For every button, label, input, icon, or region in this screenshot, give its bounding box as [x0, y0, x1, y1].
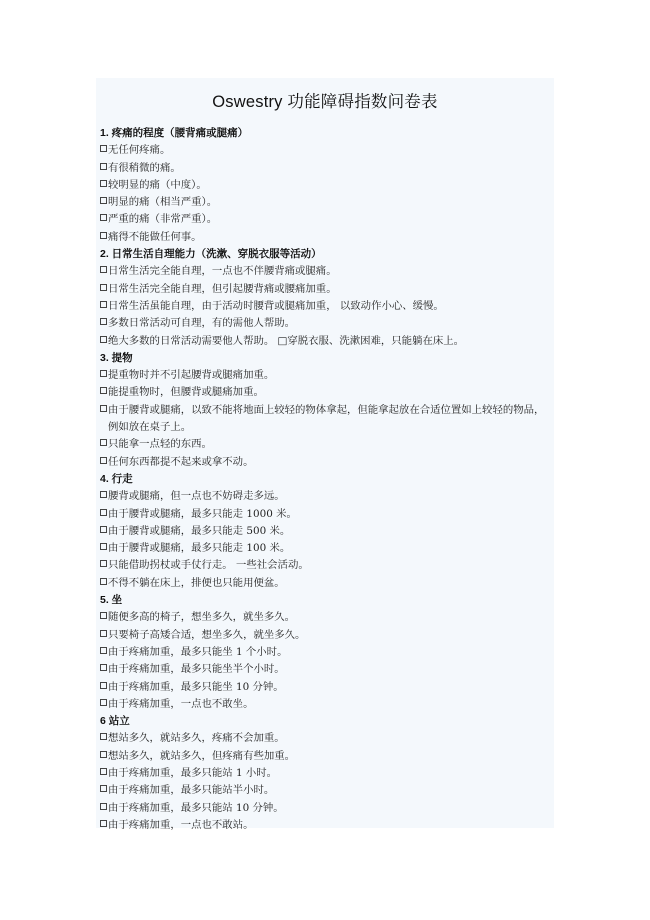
option-row[interactable]	[100, 730, 548, 747]
checkbox-icon[interactable]	[100, 281, 108, 298]
checkbox-icon[interactable]	[100, 211, 108, 228]
option-label: 多数日常活动可自理，有的需他人帮助。	[108, 317, 296, 330]
option-row[interactable]	[100, 436, 548, 453]
option-row[interactable]	[100, 229, 548, 246]
option-row[interactable]	[100, 782, 548, 799]
option-label: 由于腰背或腿痛，最多只能走 1000 米。	[108, 507, 297, 520]
option-label: 较明显的痛（中度）。	[108, 178, 207, 191]
option-label: 由于腰背或腿痛，最多只能走 100 米。	[108, 542, 291, 555]
option-label: 由于疼痛加重，一点也不敢坐。	[108, 697, 254, 710]
option-row[interactable]	[100, 575, 548, 592]
checkbox-icon[interactable]	[100, 229, 108, 246]
option-label: 只能拿一点轻的东西。	[108, 438, 212, 451]
option-label: 想站多久，就站多久，疼痛不会加重。	[108, 732, 285, 745]
option-row[interactable]	[100, 627, 548, 644]
checkbox-icon[interactable]	[100, 523, 108, 540]
section-heading: 6 站立	[100, 715, 130, 728]
checkbox-icon[interactable]	[100, 748, 108, 765]
option-label: 随便多高的椅子，想坐多久，就坐多久。	[108, 611, 296, 624]
option-label: 能提重物时，但腰背或腿痛加重。	[108, 386, 264, 399]
section-heading: 5. 坐	[100, 594, 123, 607]
option-row[interactable]	[100, 367, 548, 384]
page-title: Oswestry 功能障碍指数问卷表	[212, 93, 438, 111]
option-row[interactable]	[100, 765, 548, 782]
option-label: 由于疼痛加重，最多只能坐 1 个小时。	[108, 645, 288, 658]
option-row[interactable]	[100, 384, 548, 401]
option-row[interactable]	[100, 696, 548, 713]
option-label: 由于疼痛加重，最多只能站半小时。	[108, 784, 275, 797]
option-label: 腰背或腿痛，但一点也不妨碍走多远。	[108, 490, 285, 503]
option-row[interactable]	[100, 263, 548, 280]
checkbox-icon[interactable]	[100, 800, 108, 817]
option-row[interactable]	[100, 142, 548, 159]
checkbox-icon[interactable]	[100, 782, 108, 799]
option-row[interactable]	[100, 281, 548, 298]
option-row[interactable]	[100, 679, 548, 696]
option-label: 由于腰背或腿痛，最多只能走 500 米。	[108, 524, 291, 537]
questionnaire-page	[96, 78, 554, 831]
section-heading: 4. 行走	[100, 472, 133, 485]
option-label: 想站多久，就站多久，但疼痛有些加重。	[108, 749, 296, 762]
checkbox-icon[interactable]	[100, 436, 108, 453]
checkbox-icon[interactable]	[100, 557, 108, 574]
option-row[interactable]	[100, 800, 548, 817]
option-row[interactable]	[100, 817, 548, 834]
option-row[interactable]	[100, 661, 548, 678]
option-label: 严重的痛（非常严重）。	[108, 213, 218, 226]
option-row[interactable]	[100, 211, 548, 228]
section-heading: 2. 日常生活自理能力（洗漱、穿脱衣服等活动）	[100, 248, 322, 261]
checkbox-icon[interactable]	[100, 402, 108, 437]
option-label: 只能借助拐杖或手仗行走。 一些社会活动。	[108, 559, 309, 572]
checkbox-icon[interactable]	[100, 540, 108, 557]
checkbox-icon[interactable]	[100, 661, 108, 678]
option-label: 痛得不能做任何事。	[108, 230, 202, 243]
option-row[interactable]	[100, 402, 548, 437]
checkbox-icon[interactable]	[100, 384, 108, 401]
section-heading: 1. 疼痛的程度（腰背痛或腿痛）	[100, 127, 249, 139]
checkbox-icon[interactable]	[100, 315, 108, 332]
option-label: 只要椅子高矮合适，想坐多久，就坐多久。	[108, 628, 306, 641]
checkbox-icon[interactable]	[100, 142, 108, 159]
checkbox-icon[interactable]	[100, 298, 108, 315]
option-row[interactable]	[100, 748, 548, 765]
checkbox-icon[interactable]	[100, 817, 108, 834]
option-row[interactable]	[100, 609, 548, 626]
option-label: 由于腰背或腿痛，以致不能将地面上较轻的物体拿起，但能拿起放在合适位置如上较轻的物品，例如放在桌子上。	[108, 403, 545, 434]
option-row[interactable]	[100, 506, 548, 523]
checkbox-icon[interactable]	[100, 177, 108, 194]
option-label: 日常生活完全能自理，一点也不伴腰背痛或腿痛。	[108, 265, 337, 278]
checkbox-icon[interactable]	[100, 506, 108, 523]
option-row[interactable]	[100, 160, 548, 177]
option-row[interactable]	[100, 298, 548, 315]
option-label: 由于疼痛加重，一点也不敢站。	[108, 818, 254, 831]
option-row[interactable]	[100, 333, 548, 350]
option-label: 由于疼痛加重，最多只能坐 10 分钟。	[108, 680, 284, 693]
checkbox-icon[interactable]	[100, 488, 108, 505]
option-row[interactable]	[100, 644, 548, 661]
checkbox-icon[interactable]	[100, 367, 108, 384]
checkbox-icon[interactable]	[100, 696, 108, 713]
section-heading: 3. 提物	[100, 351, 133, 364]
option-label: 任何东西都提不起来或拿不动。	[108, 455, 254, 468]
option-label: 日常生活虽能自理，由于活动时腰背或腿痛加重， 以致动作小心、缓慢。	[108, 299, 444, 312]
checkbox-icon[interactable]	[100, 609, 108, 626]
checkbox-icon[interactable]	[100, 160, 108, 177]
checkbox-icon[interactable]	[100, 627, 108, 644]
option-row[interactable]	[100, 523, 548, 540]
option-row[interactable]	[100, 315, 548, 332]
option-row[interactable]	[100, 194, 548, 211]
option-label: 由于疼痛加重，最多只能站 10 分钟。	[108, 801, 284, 814]
option-label: 不得不躺在床上，排便也只能用便盆。	[108, 576, 285, 589]
option-label: 明显的痛（相当严重）。	[108, 196, 218, 209]
checkbox-icon[interactable]	[100, 263, 108, 280]
option-label: 绝大多数的日常活动需要他人帮助。 □穿脱衣服、洗漱困难，只能躺在床上。	[108, 334, 465, 347]
option-row[interactable]	[100, 540, 548, 557]
option-label: 有很稍微的痛。	[108, 161, 181, 174]
checkbox-icon[interactable]	[100, 575, 108, 592]
checkbox-icon[interactable]	[100, 333, 108, 350]
checkbox-icon[interactable]	[100, 454, 108, 471]
questionnaire-content	[100, 125, 548, 834]
option-label: 无任何疼痛。	[108, 144, 171, 157]
option-label: 由于疼痛加重，最多只能站 1 小时。	[108, 766, 278, 779]
option-label: 由于疼痛加重，最多只能坐半个小时。	[108, 663, 285, 676]
option-row[interactable]	[100, 488, 548, 505]
option-label: 日常生活完全能自理，但引起腰背痛或腰痛加重。	[108, 282, 337, 295]
checkbox-icon[interactable]	[100, 730, 108, 747]
option-row[interactable]	[100, 454, 548, 471]
option-label: 提重物时并不引起腰背或腿痛加重。	[108, 369, 275, 382]
checkbox-icon[interactable]	[100, 679, 108, 696]
checkbox-icon[interactable]	[100, 765, 108, 782]
option-row[interactable]	[100, 557, 548, 574]
option-row[interactable]	[100, 177, 548, 194]
checkbox-icon[interactable]	[100, 194, 108, 211]
checkbox-icon[interactable]	[100, 644, 108, 661]
